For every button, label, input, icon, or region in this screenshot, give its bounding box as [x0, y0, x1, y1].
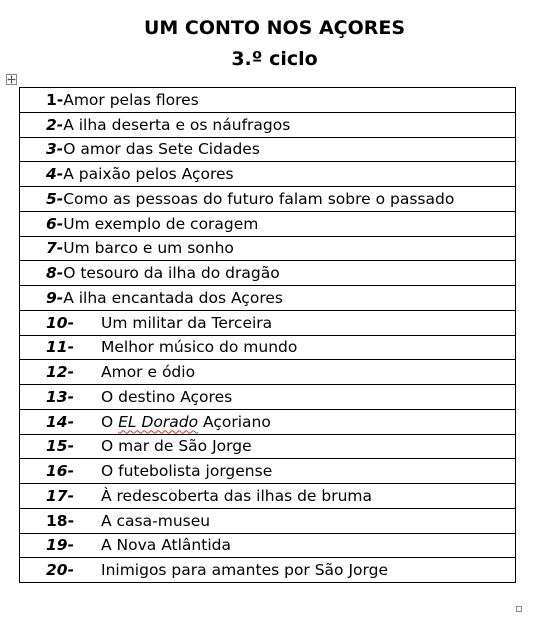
story-number: 19- [46, 536, 75, 555]
table-cell[interactable] [20, 187, 516, 212]
table-cell[interactable] [20, 261, 516, 286]
story-number: 13- [46, 387, 75, 406]
story-title: A Nova Atlântida [101, 536, 231, 555]
story-title-prefix: O [101, 412, 119, 431]
story-title: Um barco e um sonho [63, 239, 234, 258]
story-title: O mar de São Jorge [101, 437, 252, 456]
story-number: 16- [46, 462, 75, 481]
story-title: Como as pessoas do futuro falam sobre o passado [63, 189, 455, 208]
story-number: 9- [46, 288, 64, 307]
table-cell[interactable] [20, 508, 516, 533]
table-cell[interactable] [20, 162, 516, 187]
story-number: 15- [46, 437, 75, 456]
story-title: O futebolista jorgense [101, 462, 273, 481]
table-row [20, 162, 516, 187]
table-cell[interactable] [20, 335, 516, 360]
table-cell[interactable] [20, 112, 516, 137]
table-row [20, 335, 516, 360]
table-cell[interactable] [20, 558, 516, 583]
table-cell[interactable] [20, 484, 516, 509]
story-title: Um militar da Terceira [101, 313, 273, 332]
table-cell[interactable] [20, 137, 516, 162]
story-number: 10- [46, 313, 75, 332]
story-title-italic: EL Dorado [118, 412, 199, 431]
story-title-suffix: Açoriano [198, 412, 271, 431]
story-number: 4- [46, 165, 64, 184]
table-cell[interactable] [20, 360, 516, 385]
table-cell[interactable] [20, 533, 516, 558]
table-row [20, 137, 516, 162]
table-row [20, 261, 516, 286]
story-number: 2- [46, 115, 64, 134]
story-title: Inimigos para amantes por São Jorge [101, 561, 388, 580]
table-row [20, 533, 516, 558]
table-row [20, 558, 516, 583]
table-cell[interactable] [20, 310, 516, 335]
table-row [20, 360, 516, 385]
story-number: 3- [46, 140, 64, 159]
story-table [19, 87, 516, 583]
table-row [20, 310, 516, 335]
table-row [20, 286, 516, 311]
table-cell[interactable] [20, 385, 516, 410]
story-title: O amor das Sete Cidades [63, 140, 260, 159]
document-subtitle: 3.º ciclo [231, 48, 318, 70]
table-row [20, 484, 516, 509]
table-cell[interactable] [20, 434, 516, 459]
table-cell[interactable] [20, 459, 516, 484]
table-resize-icon[interactable] [516, 606, 522, 612]
table-row [20, 187, 516, 212]
table-row [20, 385, 516, 410]
story-number: 11- [46, 338, 75, 357]
table-cell[interactable] [20, 409, 516, 434]
table-cell[interactable] [20, 286, 516, 311]
story-number: 17- [46, 486, 75, 505]
story-title: O tesouro da ilha do dragão [63, 264, 280, 283]
table-row [20, 409, 516, 434]
story-title: A ilha deserta e os náufragos [63, 115, 291, 134]
story-number: 8- [46, 264, 64, 283]
table-row [20, 459, 516, 484]
story-number: 20- [46, 561, 75, 580]
story-title: A casa-museu [101, 511, 211, 530]
table-row [20, 236, 516, 261]
table-row [20, 112, 516, 137]
story-title: O destino Açores [101, 387, 233, 406]
table-row [20, 434, 516, 459]
story-title: A ilha encantada dos Açores [63, 288, 283, 307]
table-row [20, 508, 516, 533]
story-number: 7- [46, 239, 64, 258]
story-title: Amor e ódio [101, 363, 196, 382]
table-cell[interactable] [20, 211, 516, 236]
story-title: A paixão pelos Açores [63, 165, 234, 184]
table-cell[interactable] [20, 236, 516, 261]
table-cell[interactable] [20, 88, 516, 113]
table-row [20, 211, 516, 236]
story-number: 1- [46, 90, 64, 109]
story-number: 5- [46, 189, 64, 208]
story-number: 12- [46, 363, 75, 382]
story-number: 6- [46, 214, 64, 233]
document-title: UM CONTO NOS AÇORES [143, 17, 406, 39]
story-number: 18- [46, 511, 75, 530]
table-move-icon[interactable] [6, 74, 17, 85]
story-number: 14- [46, 412, 75, 431]
story-title: À redescoberta das ilhas de bruma [101, 486, 373, 505]
story-title: Melhor músico do mundo [101, 338, 298, 357]
story-title: Amor pelas flores [63, 90, 199, 109]
story-title: Um exemplo de coragem [63, 214, 259, 233]
table-row [20, 88, 516, 113]
